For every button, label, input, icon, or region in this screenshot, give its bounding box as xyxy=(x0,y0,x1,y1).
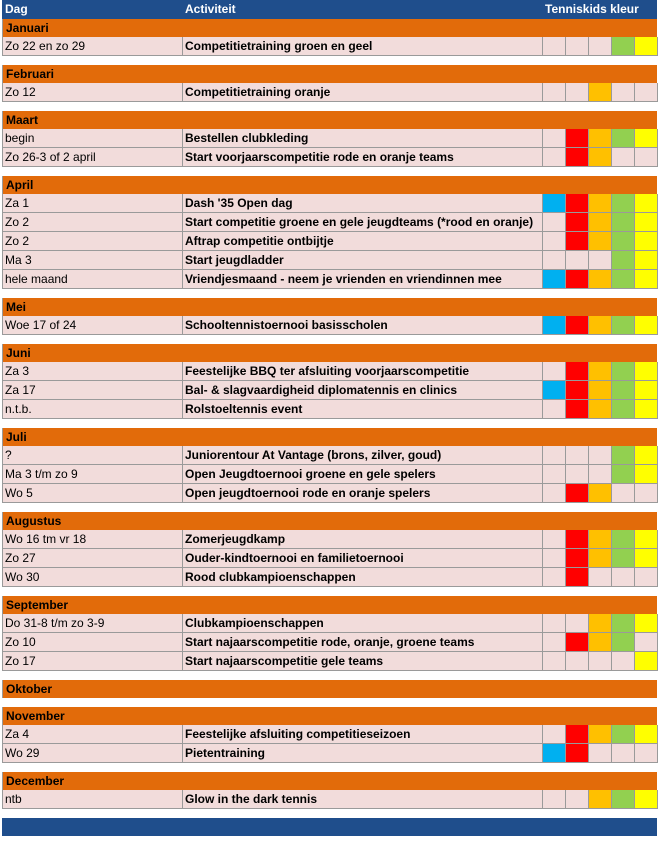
yellow-level-cell xyxy=(635,549,658,568)
orange-level-cell xyxy=(589,232,612,251)
green-level-cell xyxy=(612,194,635,213)
green-level-cell xyxy=(612,316,635,335)
activity-cell: Feestelijke BBQ ter afsluiting voorjaarscompetitie xyxy=(183,362,543,381)
activity-calendar-table xyxy=(2,0,657,836)
orange-level-cell xyxy=(589,213,612,232)
red-level-cell xyxy=(566,381,589,400)
blue-level-cell xyxy=(543,549,566,568)
orange-level-cell xyxy=(589,381,612,400)
green-level-cell xyxy=(612,381,635,400)
blue-level-cell xyxy=(543,530,566,549)
activity-cell: Dash '35 Open dag xyxy=(183,194,543,213)
activity-cell: Aftrap competitie ontbijtje xyxy=(183,232,543,251)
day-cell: Zo 2 xyxy=(3,213,183,232)
red-level-cell xyxy=(566,213,589,232)
orange-level-cell xyxy=(589,725,612,744)
orange-level-cell xyxy=(589,465,612,484)
red-level-cell xyxy=(566,232,589,251)
orange-level-cell xyxy=(589,148,612,167)
orange-level-cell xyxy=(589,37,612,56)
yellow-level-cell xyxy=(635,790,658,809)
month-header xyxy=(2,596,657,614)
green-level-cell xyxy=(612,530,635,549)
green-level-cell xyxy=(612,37,635,56)
table-row xyxy=(2,232,657,251)
red-level-cell xyxy=(566,446,589,465)
day-cell: Do 31-8 t/m zo 3-9 xyxy=(3,614,183,633)
activity-cell: Schooltennistoernooi basisscholen xyxy=(183,316,543,335)
blue-level-cell xyxy=(543,465,566,484)
green-level-cell xyxy=(612,232,635,251)
month-name: Februari xyxy=(6,67,55,81)
day-cell: Zo 2 xyxy=(3,232,183,251)
table-row xyxy=(2,381,657,400)
green-level-cell xyxy=(612,790,635,809)
table-row xyxy=(2,446,657,465)
activity-cell: Start najaarscompetitie rode, oranje, groene teams xyxy=(183,633,543,652)
blue-level-cell xyxy=(543,362,566,381)
day-cell: Zo 27 xyxy=(3,549,183,568)
table-row xyxy=(2,790,657,809)
orange-level-cell xyxy=(589,484,612,503)
blue-level-cell xyxy=(543,129,566,148)
yellow-level-cell xyxy=(635,568,658,587)
table-row xyxy=(2,251,657,270)
blue-level-cell xyxy=(543,83,566,102)
day-cell: Zo 22 en zo 29 xyxy=(3,37,183,56)
spacer-row xyxy=(2,335,657,344)
orange-level-cell xyxy=(589,790,612,809)
activity-cell: Pietentraining xyxy=(183,744,543,763)
green-level-cell xyxy=(612,744,635,763)
red-level-cell xyxy=(566,568,589,587)
blue-level-cell xyxy=(543,614,566,633)
activity-cell: Glow in the dark tennis xyxy=(183,790,543,809)
month-header xyxy=(2,298,657,316)
activity-cell: Juniorentour At Vantage (brons, zilver, goud) xyxy=(183,446,543,465)
month-name: April xyxy=(6,178,34,192)
day-cell: Wo 29 xyxy=(3,744,183,763)
blue-level-cell xyxy=(543,790,566,809)
spacer-row xyxy=(2,587,657,596)
day-cell: ? xyxy=(3,446,183,465)
table-body xyxy=(2,19,657,818)
month-header xyxy=(2,111,657,129)
table-footer-bar xyxy=(2,818,657,836)
table-row xyxy=(2,614,657,633)
green-level-cell xyxy=(612,446,635,465)
red-level-cell xyxy=(566,484,589,503)
orange-level-cell xyxy=(589,251,612,270)
activity-cell: Competitietraining oranje xyxy=(183,83,543,102)
month-name: Juni xyxy=(6,346,31,360)
orange-level-cell xyxy=(589,633,612,652)
day-cell: Za 4 xyxy=(3,725,183,744)
month-header xyxy=(2,176,657,194)
yellow-level-cell xyxy=(635,633,658,652)
month-name: Augustus xyxy=(6,514,62,528)
yellow-level-cell xyxy=(635,362,658,381)
blue-level-cell xyxy=(543,725,566,744)
red-level-cell xyxy=(566,37,589,56)
green-level-cell xyxy=(612,83,635,102)
table-row xyxy=(2,270,657,289)
month-header xyxy=(2,19,657,37)
table-row xyxy=(2,568,657,587)
red-level-cell xyxy=(566,744,589,763)
spacer-row xyxy=(2,289,657,298)
day-cell: Zo 12 xyxy=(3,83,183,102)
red-level-cell xyxy=(566,465,589,484)
activity-cell: Open Jeugdtoernooi groene en gele spelers xyxy=(183,465,543,484)
yellow-level-cell xyxy=(635,129,658,148)
activity-cell: Start najaarscompetitie gele teams xyxy=(183,652,543,671)
blue-level-cell xyxy=(543,568,566,587)
activity-cell: Feestelijke afsluiting competitieseizoen xyxy=(183,725,543,744)
orange-level-cell xyxy=(589,446,612,465)
blue-level-cell xyxy=(543,400,566,419)
green-level-cell xyxy=(612,251,635,270)
month-header xyxy=(2,772,657,790)
table-row xyxy=(2,148,657,167)
orange-level-cell xyxy=(589,362,612,381)
orange-level-cell xyxy=(589,270,612,289)
activity-cell: Clubkampioenschappen xyxy=(183,614,543,633)
red-level-cell xyxy=(566,270,589,289)
spacer-row xyxy=(2,419,657,428)
table-row xyxy=(2,549,657,568)
yellow-level-cell xyxy=(635,213,658,232)
orange-level-cell xyxy=(589,129,612,148)
yellow-level-cell xyxy=(635,194,658,213)
activity-cell: Rood clubkampioenschappen xyxy=(183,568,543,587)
green-level-cell xyxy=(612,129,635,148)
blue-level-cell xyxy=(543,446,566,465)
yellow-level-cell xyxy=(635,83,658,102)
day-cell: Ma 3 xyxy=(3,251,183,270)
orange-level-cell xyxy=(589,652,612,671)
yellow-level-cell xyxy=(635,232,658,251)
month-name: Maart xyxy=(6,113,39,127)
green-level-cell xyxy=(612,362,635,381)
month-name: November xyxy=(6,709,65,723)
red-level-cell xyxy=(566,790,589,809)
blue-level-cell xyxy=(543,316,566,335)
green-level-cell xyxy=(612,465,635,484)
green-level-cell xyxy=(612,633,635,652)
red-level-cell xyxy=(566,83,589,102)
yellow-level-cell xyxy=(635,652,658,671)
activity-cell: Zomerjeugdkamp xyxy=(183,530,543,549)
spacer-row xyxy=(2,102,657,111)
day-cell: Za 1 xyxy=(3,194,183,213)
yellow-level-cell xyxy=(635,37,658,56)
day-cell: hele maand xyxy=(3,270,183,289)
day-cell: begin xyxy=(3,129,183,148)
month-header xyxy=(2,512,657,530)
blue-level-cell xyxy=(543,652,566,671)
blue-level-cell xyxy=(543,484,566,503)
day-cell: Ma 3 t/m zo 9 xyxy=(3,465,183,484)
red-level-cell xyxy=(566,400,589,419)
month-name: Juli xyxy=(6,430,27,444)
blue-level-cell xyxy=(543,232,566,251)
orange-level-cell xyxy=(589,194,612,213)
yellow-level-cell xyxy=(635,614,658,633)
green-level-cell xyxy=(612,614,635,633)
activity-cell: Open jeugdtoernooi rode en oranje spelers xyxy=(183,484,543,503)
table-row xyxy=(2,725,657,744)
table-row xyxy=(2,129,657,148)
table-row xyxy=(2,83,657,102)
green-level-cell xyxy=(612,270,635,289)
red-level-cell xyxy=(566,614,589,633)
table-row xyxy=(2,37,657,56)
table-row xyxy=(2,400,657,419)
red-level-cell xyxy=(566,251,589,270)
table-row xyxy=(2,633,657,652)
day-cell: Za 17 xyxy=(3,381,183,400)
yellow-level-cell xyxy=(635,400,658,419)
day-cell: Za 3 xyxy=(3,362,183,381)
yellow-level-cell xyxy=(635,251,658,270)
activity-cell: Start jeugdladder xyxy=(183,251,543,270)
blue-level-cell xyxy=(543,381,566,400)
header-colors: Tenniskids kleur xyxy=(545,2,639,16)
orange-level-cell xyxy=(589,530,612,549)
activity-cell: Start voorjaarscompetitie rode en oranje teams xyxy=(183,148,543,167)
red-level-cell xyxy=(566,129,589,148)
activity-cell: Ouder-kindtoernooi en familietoernooi xyxy=(183,549,543,568)
day-cell: Wo 16 tm vr 18 xyxy=(3,530,183,549)
day-cell: Wo 30 xyxy=(3,568,183,587)
green-level-cell xyxy=(612,148,635,167)
header-day: Dag xyxy=(5,2,28,16)
blue-level-cell xyxy=(543,633,566,652)
yellow-level-cell xyxy=(635,270,658,289)
activity-cell: Bestellen clubkleding xyxy=(183,129,543,148)
spacer-row xyxy=(2,167,657,176)
table-row xyxy=(2,744,657,763)
month-name: Januari xyxy=(6,21,49,35)
activity-cell: Start competitie groene en gele jeugdteams (*rood en oranje) xyxy=(183,213,543,232)
month-header xyxy=(2,65,657,83)
header-activity: Activiteit xyxy=(185,2,236,16)
orange-level-cell xyxy=(589,83,612,102)
blue-level-cell xyxy=(543,744,566,763)
day-cell: Wo 5 xyxy=(3,484,183,503)
table-row xyxy=(2,316,657,335)
spacer-row xyxy=(2,503,657,512)
yellow-level-cell xyxy=(635,381,658,400)
activity-cell: Rolstoeltennis event xyxy=(183,400,543,419)
table-row xyxy=(2,194,657,213)
blue-level-cell xyxy=(543,270,566,289)
activity-cell: Vriendjesmaand - neem je vrienden en vriendinnen mee xyxy=(183,270,543,289)
day-cell: Zo 26-3 of 2 april xyxy=(3,148,183,167)
table-row xyxy=(2,362,657,381)
table-row xyxy=(2,465,657,484)
day-cell: Zo 17 xyxy=(3,652,183,671)
green-level-cell xyxy=(612,484,635,503)
month-header xyxy=(2,428,657,446)
yellow-level-cell xyxy=(635,725,658,744)
spacer-row xyxy=(2,698,657,707)
yellow-level-cell xyxy=(635,530,658,549)
blue-level-cell xyxy=(543,148,566,167)
red-level-cell xyxy=(566,633,589,652)
orange-level-cell xyxy=(589,549,612,568)
day-cell: ntb xyxy=(3,790,183,809)
table-header xyxy=(2,0,657,19)
day-cell: n.t.b. xyxy=(3,400,183,419)
green-level-cell xyxy=(612,652,635,671)
month-name: Oktober xyxy=(6,682,53,696)
table-row xyxy=(2,530,657,549)
activity-cell: Competitietraining groen en geel xyxy=(183,37,543,56)
orange-level-cell xyxy=(589,614,612,633)
activity-cell: Bal- & slagvaardigheid diplomatennis en clinics xyxy=(183,381,543,400)
orange-level-cell xyxy=(589,744,612,763)
red-level-cell xyxy=(566,362,589,381)
blue-level-cell xyxy=(543,194,566,213)
table-row xyxy=(2,652,657,671)
yellow-level-cell xyxy=(635,316,658,335)
day-cell: Zo 10 xyxy=(3,633,183,652)
month-header xyxy=(2,680,657,698)
spacer-row xyxy=(2,671,657,680)
red-level-cell xyxy=(566,652,589,671)
month-name: Mei xyxy=(6,300,27,314)
month-name: December xyxy=(6,774,65,788)
spacer-row xyxy=(2,763,657,772)
day-cell: Woe 17 of 24 xyxy=(3,316,183,335)
orange-level-cell xyxy=(589,316,612,335)
green-level-cell xyxy=(612,213,635,232)
orange-level-cell xyxy=(589,400,612,419)
red-level-cell xyxy=(566,549,589,568)
month-header xyxy=(2,344,657,362)
yellow-level-cell xyxy=(635,446,658,465)
blue-level-cell xyxy=(543,251,566,270)
red-level-cell xyxy=(566,316,589,335)
table-row xyxy=(2,484,657,503)
red-level-cell xyxy=(566,148,589,167)
red-level-cell xyxy=(566,194,589,213)
green-level-cell xyxy=(612,725,635,744)
month-name: September xyxy=(6,598,69,612)
yellow-level-cell xyxy=(635,148,658,167)
blue-level-cell xyxy=(543,37,566,56)
yellow-level-cell xyxy=(635,484,658,503)
month-header xyxy=(2,707,657,725)
yellow-level-cell xyxy=(635,744,658,763)
table-row xyxy=(2,213,657,232)
red-level-cell xyxy=(566,725,589,744)
yellow-level-cell xyxy=(635,465,658,484)
green-level-cell xyxy=(612,549,635,568)
spacer-row xyxy=(2,809,657,818)
spacer-row xyxy=(2,56,657,65)
green-level-cell xyxy=(612,568,635,587)
red-level-cell xyxy=(566,530,589,549)
orange-level-cell xyxy=(589,568,612,587)
blue-level-cell xyxy=(543,213,566,232)
green-level-cell xyxy=(612,400,635,419)
